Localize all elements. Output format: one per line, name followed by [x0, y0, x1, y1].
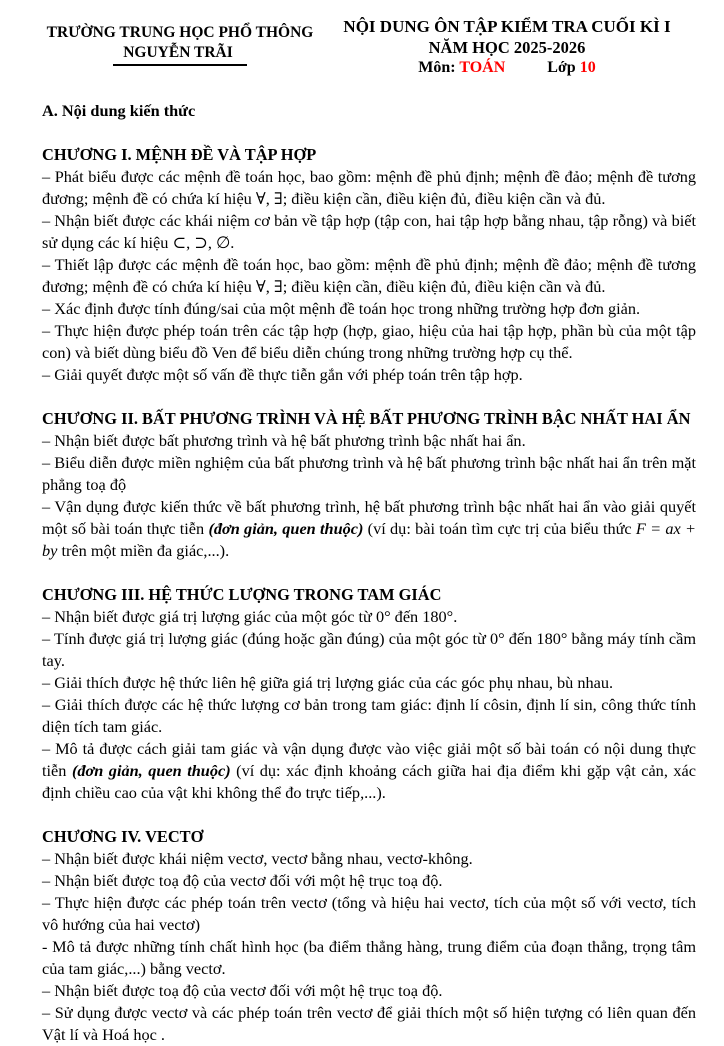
item-text: – Giải quyết được một số vấn đề thực tiễn gắn với phép toán trên tập hợp. [42, 365, 523, 384]
item-text: – Nhận biết được toạ độ của vectơ đối với một hệ trục toạ độ. [42, 981, 443, 1000]
chapter-item [42, 496, 696, 562]
item-text: – Mô tả được cách giải tam giác và vận dụng được vào việc giải một số bài toán có nội dung thực tiễn [42, 739, 696, 780]
chapter-item [42, 936, 696, 980]
chapter-item [42, 848, 696, 870]
item-text: – Biểu diễn được miền nghiệm của bất phương trình và hệ bất phương trình bậc nhất hai ẩn trên mặt phẳng toạ độ [42, 453, 696, 494]
chapter-item [42, 628, 696, 672]
school-block [42, 16, 318, 66]
chapter-section [42, 826, 696, 1046]
exam-year: NĂM HỌC 2025-2026 [428, 38, 586, 57]
chapter-item [42, 892, 696, 936]
item-text: – Nhận biết được bất phương trình và hệ bất phương trình bậc nhất hai ẩn. [42, 431, 526, 450]
item-text: – Tính được giá trị lượng giác (đúng hoặc gần đúng) của một góc từ 0° đến 180° bằng máy tính cầm tay. [42, 629, 696, 670]
chapter-item [42, 870, 696, 892]
chapter-title: CHƯƠNG II. BẤT PHƯƠNG TRÌNH VÀ HỆ BẤT PHƯƠNG TRÌNH BẬC NHẤT HAI ẨN [42, 409, 691, 428]
chapter-item [42, 1002, 696, 1046]
chapter-item [42, 672, 696, 694]
item-text: – Xác định được tính đúng/sai của một mệnh đề toán học trong những trường hợp đơn giản. [42, 299, 641, 318]
school-name-line2: NGUYỄN TRÃI [113, 43, 247, 66]
grade-value: 10 [579, 59, 596, 76]
chapter-item [42, 694, 696, 738]
chapter-item [42, 254, 696, 298]
chapter-title: CHƯƠNG III. HỆ THỨC LƯỢNG TRONG TAM GIÁC [42, 585, 442, 604]
item-text: – Nhận biết được khái niệm vectơ, vectơ bằng nhau, vectơ-không. [42, 849, 473, 868]
document-header [42, 16, 696, 78]
chapter-item [42, 452, 696, 496]
school-name-line2-wrap [42, 43, 318, 66]
chapter-item [42, 364, 696, 386]
subject-value: TOÁN [459, 59, 506, 76]
item-text-emphasis: (đơn giản, quen thuộc) [71, 761, 231, 780]
item-text: – Sử dụng được vectơ và các phép toán trên vectơ để giải thích một số hiện tượng có liên quan đến Vật lí và Hoá học . [42, 1003, 696, 1044]
item-text: – Nhận biết được toạ độ của vectơ đối với một hệ trục toạ độ. [42, 871, 443, 890]
chapter-item [42, 430, 696, 452]
item-text: – Nhận biết được giá trị lượng giác của một góc từ 0° đến 180°. [42, 607, 458, 626]
item-text-emphasis: F = ax + by [42, 519, 696, 560]
chapter-item [42, 320, 696, 364]
chapter-item [42, 166, 696, 210]
item-text: – Nhận biết được các khái niệm cơ bản về tập hợp (tập con, hai tập hợp bằng nhau, tập rỗng) và biết sử dụng các kí hiệu ⊂, ⊃, ∅. [42, 211, 696, 252]
item-text: – Phát biểu được các mệnh đề toán học, bao gồm: mệnh đề phủ định; mệnh đề đảo; mệnh đề tương đương; mệnh đề có chứa kí hiệu ∀, ∃; điều kiện cần, điều kiện đủ, điều kiện cần và đủ. [42, 167, 696, 208]
chapter-item [42, 980, 696, 1002]
item-text: (ví dụ: xác định khoảng cách giữa hai địa điểm khi gặp vật cản, xác định chiều cao của vật khi không thể đo trực tiếp,...). [42, 761, 696, 802]
chapters [42, 144, 696, 1046]
chapter-section [42, 144, 696, 386]
chapter-section [42, 584, 696, 804]
chapter-section [42, 408, 696, 562]
chapter-item [42, 298, 696, 320]
chapter-title: CHƯƠNG IV. VECTƠ [42, 827, 204, 846]
exam-header-block [318, 16, 696, 78]
item-text: - Mô tả được những tính chất hình học (ba điểm thẳng hàng, trung điểm của đoạn thẳng, trọng tâm của tam giác,...) bằng vectơ. [42, 937, 696, 978]
item-text: (ví dụ: bài toán tìm cực trị của biểu thức [363, 519, 636, 538]
exam-title: NỘI DUNG ÔN TẬP KIỂM TRA CUỐI KÌ I [343, 17, 671, 36]
grade-group [547, 59, 595, 76]
item-text: trên một miền đa giác,...). [57, 541, 230, 560]
item-text: – Giải thích được hệ thức liên hệ giữa giá trị lượng giác của các góc phụ nhau, bù nhau. [42, 673, 614, 692]
item-text: – Thiết lập được các mệnh đề toán học, bao gồm: mệnh đề phủ định; mệnh đề đảo; mệnh đề tương đương; mệnh đề có chứa kí hiệu ∀, ∃; điều kiện cần, điều kiện đủ, điều kiện cần và đủ. [42, 255, 696, 296]
chapter-item [42, 606, 696, 628]
subject-line [318, 58, 696, 78]
item-text-emphasis: (đơn giản, quen thuộc) [208, 519, 364, 538]
item-text: – Giải thích được các hệ thức lượng cơ bản trong tam giác: định lí côsin, định lí sin, công thức tính diện tích tam giác. [42, 695, 696, 736]
subject-label: Môn: [418, 59, 456, 76]
chapter-item [42, 210, 696, 254]
item-text: – Thực hiện được các phép toán trên vectơ (tổng và hiệu hai vectơ, tích của một số với vectơ, tích vô hướng của hai vectơ) [42, 893, 696, 934]
section-a-title: A. Nội dung kiến thức [42, 101, 196, 120]
item-text: – Thực hiện được phép toán trên các tập hợp (hợp, giao, hiệu của hai tập hợp, phần bù của một tập con) và biết dùng biểu đồ Ven để biểu diễn chúng trong những trường hợp cụ thể. [42, 321, 696, 362]
school-name-line1: TRƯỜNG TRUNG HỌC PHỔ THÔNG [46, 24, 314, 41]
item-text: – Vận dụng được kiến thức về bất phương trình, hệ bất phương trình bậc nhất hai ẩn vào giải quyết một số bài toán thực tiễn [42, 497, 696, 538]
grade-label: Lớp [547, 59, 576, 76]
chapter-title: CHƯƠNG I. MỆNH ĐỀ VÀ TẬP HỢP [42, 145, 317, 164]
chapter-item [42, 738, 696, 804]
